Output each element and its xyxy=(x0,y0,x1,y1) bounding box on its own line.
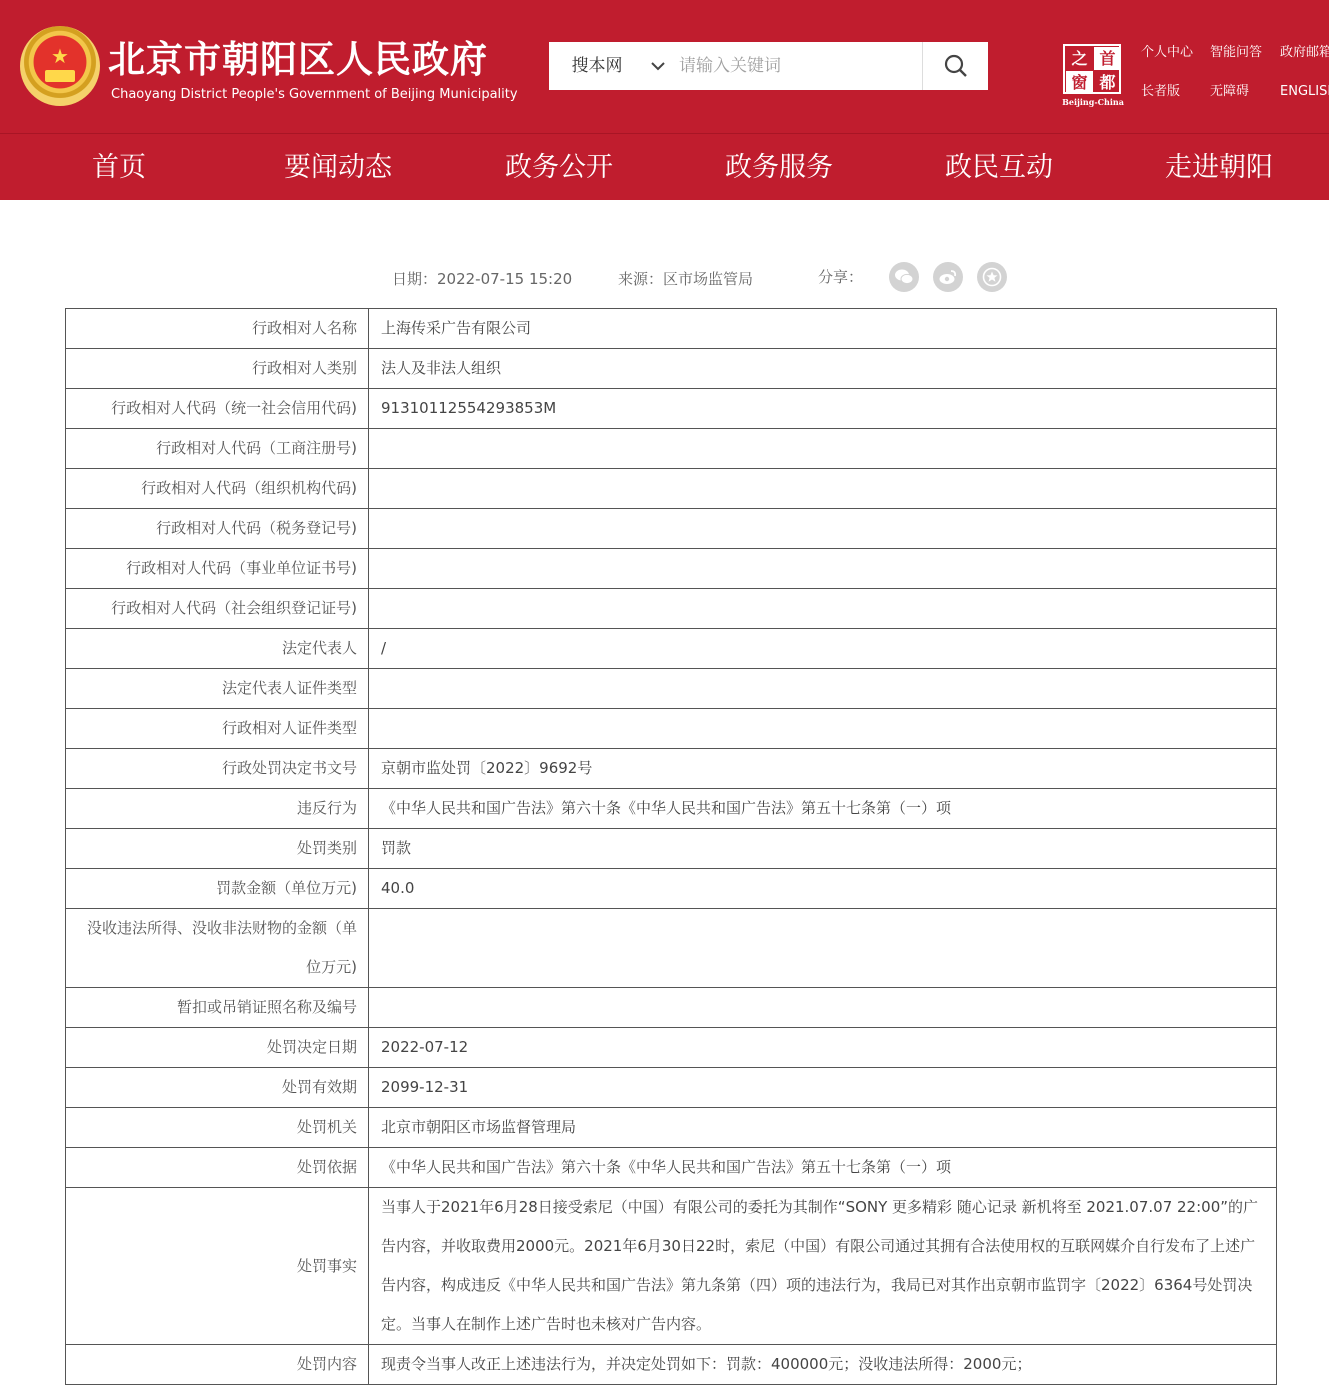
field-label: 没收违法所得、没收非法财物的金额（单位万元) xyxy=(66,909,369,988)
field-value: 罚款 xyxy=(369,829,1277,869)
field-label: 罚款金额（单位万元) xyxy=(66,869,369,909)
field-label: 处罚类别 xyxy=(66,829,369,869)
field-value xyxy=(369,909,1277,988)
field-value: 北京市朝阳区市场监督管理局 xyxy=(369,1108,1277,1148)
accessibility-link[interactable]: 无障碍 xyxy=(1210,84,1250,99)
field-value: 2022-07-12 xyxy=(369,1028,1277,1068)
site-subtitle: Chaoyang District People's Government of Beijing Municipality xyxy=(111,87,518,102)
field-label: 行政相对人代码（事业单位证书号) xyxy=(66,549,369,589)
field-value xyxy=(369,549,1277,589)
capital-logo-char: 首 xyxy=(1094,47,1121,70)
share-label: 分享： xyxy=(818,268,864,286)
table-row xyxy=(66,549,1277,589)
field-label: 行政相对人类别 xyxy=(66,349,369,389)
site-title[interactable]: 北京市朝阳区人民政府 xyxy=(108,38,488,81)
table-row xyxy=(66,389,1277,429)
field-label: 行政处罚决定书文号 xyxy=(66,749,369,789)
personal-center-link[interactable]: 个人中心 xyxy=(1141,45,1194,60)
field-value xyxy=(369,469,1277,509)
field-label: 处罚依据 xyxy=(66,1148,369,1188)
penalty-info-table xyxy=(65,308,1277,1385)
field-value xyxy=(369,988,1277,1028)
field-label: 法定代表人 xyxy=(66,629,369,669)
nav-item-services[interactable]: 政务服务 xyxy=(725,152,833,183)
field-label: 违反行为 xyxy=(66,789,369,829)
search-scope-label: 搜本网 xyxy=(571,56,623,76)
wechat-icon[interactable] xyxy=(889,262,919,292)
search-icon xyxy=(943,53,969,79)
field-label: 处罚机关 xyxy=(66,1108,369,1148)
article-source: 来源：区市场监管局 xyxy=(618,270,754,288)
field-label: 处罚决定日期 xyxy=(66,1028,369,1068)
table-row xyxy=(66,1345,1277,1385)
field-value xyxy=(369,709,1277,749)
nav-item-about-chaoyang[interactable]: 走进朝阳 xyxy=(1165,152,1273,183)
field-label: 行政相对人证件类型 xyxy=(66,709,369,749)
table-row xyxy=(66,1188,1277,1345)
field-label: 法定代表人证件类型 xyxy=(66,669,369,709)
field-value: / xyxy=(369,629,1277,669)
table-row xyxy=(66,1148,1277,1188)
search-button[interactable] xyxy=(922,42,988,90)
gov-mailbox-link[interactable]: 政府邮箱 xyxy=(1280,45,1333,60)
capital-window-logo[interactable] xyxy=(1063,44,1121,94)
smart-qa-link[interactable]: 智能问答 xyxy=(1210,45,1263,60)
field-label: 处罚事实 xyxy=(66,1188,369,1345)
table-row xyxy=(66,1068,1277,1108)
field-value xyxy=(369,429,1277,469)
table-row xyxy=(66,749,1277,789)
field-value: 现责令当事人改正上述违法行为，并决定处罚如下：罚款：400000元；没收违法所得：2000元； xyxy=(369,1345,1277,1385)
table-row xyxy=(66,309,1277,349)
field-value xyxy=(369,669,1277,709)
capital-logo-char: 都 xyxy=(1099,73,1116,92)
favorite-icon[interactable] xyxy=(977,262,1007,292)
site-header xyxy=(0,0,1337,133)
field-value: 上海传采广告有限公司 xyxy=(369,309,1277,349)
nav-item-home[interactable]: 首页 xyxy=(92,152,146,183)
field-value: 40.0 xyxy=(369,869,1277,909)
field-value xyxy=(369,589,1277,629)
field-label: 行政相对人代码（工商注册号) xyxy=(66,429,369,469)
table-row xyxy=(66,349,1277,389)
main-nav xyxy=(0,133,1329,200)
field-value: 2099-12-31 xyxy=(369,1068,1277,1108)
table-row xyxy=(66,909,1277,988)
nav-item-gov-affairs[interactable]: 政务公开 xyxy=(505,152,613,183)
table-row xyxy=(66,869,1277,909)
field-value: 法人及非法人组织 xyxy=(369,349,1277,389)
elderly-version-link[interactable]: 长者版 xyxy=(1141,84,1181,99)
chevron-down-icon[interactable] xyxy=(649,57,667,75)
field-value: 《中华人民共和国广告法》第六十条《中华人民共和国广告法》第五十七条第（一）项 xyxy=(369,789,1277,829)
nav-item-interaction[interactable]: 政民互动 xyxy=(945,152,1053,183)
table-row xyxy=(66,429,1277,469)
capital-logo-char: 窗 xyxy=(1066,71,1093,94)
capital-logo-char: 之 xyxy=(1071,49,1088,68)
table-row xyxy=(66,1028,1277,1068)
national-emblem-icon: ★ xyxy=(20,26,100,106)
table-row xyxy=(66,789,1277,829)
field-label: 行政相对人代码（统一社会信用代码) xyxy=(66,389,369,429)
field-label: 行政相对人代码（税务登记号) xyxy=(66,509,369,549)
table-row xyxy=(66,669,1277,709)
field-label: 处罚有效期 xyxy=(66,1068,369,1108)
table-row xyxy=(66,829,1277,869)
nav-item-news[interactable]: 要闻动态 xyxy=(284,152,392,183)
field-label: 处罚内容 xyxy=(66,1345,369,1385)
field-value: 当事人于2021年6月28日接受索尼（中国）有限公司的委托为其制作“SONY 更多精彩 随心记录 新机将至 2021.07.07 22:00”的广告内容，并收取费用2000元。2021年6月30日22时，索尼（中国）有限公司通过其拥有合法使用权的互联网媒介自行发布了上述广告内容，构成违反《中华人民共和国广告法》第九条第（四）项的违法行为，我局已对其作出京朝市监罚字〔2022〕6364号处罚决定。当事人在制作上述广告时也未核对广告内容。 xyxy=(369,1188,1277,1345)
table-row xyxy=(66,589,1277,629)
publish-date: 日期：2022-07-15 15:20 xyxy=(392,270,573,288)
capital-logo-caption: Beijing-China xyxy=(1062,97,1124,107)
field-label: 行政相对人代码（社会组织登记证号) xyxy=(66,589,369,629)
search-bar xyxy=(549,42,988,90)
field-value: 91310112554293853M xyxy=(369,389,1277,429)
field-label: 行政相对人代码（组织机构代码) xyxy=(66,469,369,509)
field-value: 京朝市监处罚〔2022〕9692号 xyxy=(369,749,1277,789)
field-label: 行政相对人名称 xyxy=(66,309,369,349)
table-row xyxy=(66,509,1277,549)
table-row xyxy=(66,709,1277,749)
table-row xyxy=(66,1108,1277,1148)
table-row xyxy=(66,469,1277,509)
field-value: 《中华人民共和国广告法》第六十条《中华人民共和国广告法》第五十七条第（一）项 xyxy=(369,1148,1277,1188)
english-link[interactable]: ENGLISH xyxy=(1280,84,1337,99)
field-value xyxy=(369,509,1277,549)
weibo-icon[interactable] xyxy=(933,262,963,292)
table-row xyxy=(66,629,1277,669)
field-label: 暂扣或吊销证照名称及编号 xyxy=(66,988,369,1028)
table-row xyxy=(66,988,1277,1028)
